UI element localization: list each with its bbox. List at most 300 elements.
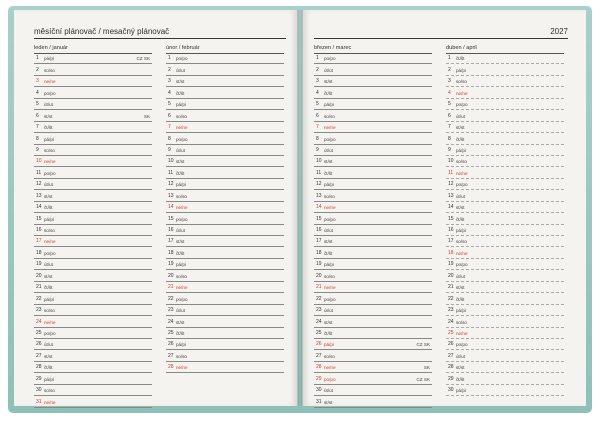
day-row[interactable] xyxy=(34,133,152,144)
weekday-name: ne/ne xyxy=(176,205,188,211)
weekday-name: st/st xyxy=(44,273,53,279)
day-row[interactable] xyxy=(166,225,284,236)
day-row[interactable] xyxy=(34,236,152,247)
day-number: 24 xyxy=(36,318,42,325)
weekday-name: po/po xyxy=(176,136,188,142)
day-number: 23 xyxy=(316,307,322,314)
day-row[interactable] xyxy=(446,236,564,247)
day-row[interactable] xyxy=(314,133,432,144)
weekday-name: so/so xyxy=(44,228,55,233)
day-row[interactable] xyxy=(314,76,432,87)
day-row[interactable] xyxy=(166,202,284,213)
day-row[interactable] xyxy=(446,225,564,236)
weekday-name: pá/pi xyxy=(44,56,54,62)
day-row[interactable] xyxy=(34,87,152,98)
day-number: 22 xyxy=(448,295,454,302)
day-number: 28 xyxy=(448,364,454,371)
weekday-name: čt/št xyxy=(324,170,333,176)
day-number: 4 xyxy=(36,89,39,96)
day-number: 27 xyxy=(168,352,174,359)
day-number: 9 xyxy=(36,146,39,153)
day-number: 20 xyxy=(36,272,42,279)
weekday-name: čt/št xyxy=(44,285,53,291)
day-number: 28 xyxy=(36,364,42,371)
weekday-name: so/so xyxy=(324,273,335,279)
weekday-name: st/st xyxy=(324,159,333,165)
weekday-name: st/st xyxy=(324,239,333,245)
header-rule-right xyxy=(314,38,568,39)
weekday-name: so/so xyxy=(176,113,187,119)
book-gutter xyxy=(297,10,303,406)
day-row[interactable] xyxy=(446,385,564,396)
weekday-name: so/so xyxy=(456,159,467,165)
weekday-name: ne/ne xyxy=(324,125,336,131)
day-number: 14 xyxy=(316,204,322,211)
weekday-name: čt/št xyxy=(324,90,333,96)
day-number: 7 xyxy=(316,124,319,131)
day-row[interactable] xyxy=(314,236,432,247)
day-row[interactable] xyxy=(314,145,432,156)
day-row[interactable] xyxy=(314,293,432,304)
weekday-name: po/po xyxy=(324,216,336,222)
day-row[interactable] xyxy=(166,213,284,224)
weekday-name: pá/pi xyxy=(44,216,54,222)
page-title: měsíční plánovač / mesačný plánovač xyxy=(34,27,170,36)
day-row[interactable] xyxy=(314,64,432,75)
day-number: 10 xyxy=(316,158,322,165)
day-row[interactable] xyxy=(314,99,432,110)
day-number: 18 xyxy=(36,249,42,256)
day-row[interactable] xyxy=(34,99,152,110)
day-row[interactable] xyxy=(446,87,564,98)
weekday-name: út/ut xyxy=(456,193,465,199)
day-row[interactable] xyxy=(446,202,564,213)
day-row[interactable] xyxy=(166,179,284,190)
day-number: 3 xyxy=(316,78,319,85)
weekday-name: st/st xyxy=(324,319,333,325)
day-number: 27 xyxy=(316,352,322,359)
day-number: 25 xyxy=(36,329,42,336)
day-row[interactable] xyxy=(314,339,432,350)
day-number: 22 xyxy=(168,295,174,302)
day-row[interactable] xyxy=(446,53,564,64)
day-number: 6 xyxy=(316,112,319,119)
day-number: 14 xyxy=(36,204,42,211)
weekday-name: út/ut xyxy=(44,182,53,188)
day-number: 2 xyxy=(316,66,319,73)
day-number: 4 xyxy=(448,89,451,96)
day-row[interactable] xyxy=(314,225,432,236)
day-number: 26 xyxy=(36,341,42,348)
weekday-name: út/ut xyxy=(176,67,185,73)
day-number: 8 xyxy=(168,135,171,142)
day-number: 4 xyxy=(316,89,319,96)
weekday-name: st/st xyxy=(324,399,333,405)
day-row[interactable] xyxy=(446,76,564,87)
day-row[interactable] xyxy=(166,270,284,281)
weekday-name: čt/št xyxy=(176,90,185,96)
weekday-name: st/st xyxy=(176,159,185,165)
day-row[interactable] xyxy=(34,190,152,201)
day-row[interactable] xyxy=(166,145,284,156)
day-number: 31 xyxy=(36,398,42,405)
day-row[interactable] xyxy=(446,190,564,201)
weekday-name: út/ut xyxy=(176,228,185,233)
day-row[interactable] xyxy=(446,213,564,224)
day-number: 30 xyxy=(316,387,322,394)
day-row[interactable] xyxy=(166,316,284,327)
day-number: 25 xyxy=(168,329,174,336)
weekday-name: st/st xyxy=(456,125,465,131)
day-number: 16 xyxy=(168,227,174,233)
day-number: 10 xyxy=(36,158,42,165)
weekday-name: čt/št xyxy=(44,365,53,371)
day-row[interactable] xyxy=(314,53,432,64)
day-row[interactable] xyxy=(446,167,564,178)
day-row[interactable] xyxy=(34,293,152,304)
day-row[interactable] xyxy=(446,259,564,270)
day-number: 18 xyxy=(316,249,322,256)
day-number: 4 xyxy=(168,89,171,96)
day-row[interactable] xyxy=(446,350,564,361)
day-number: 11 xyxy=(168,169,174,176)
weekday-name: ne/ne xyxy=(44,159,56,165)
weekday-name: st/st xyxy=(44,193,53,199)
day-row[interactable] xyxy=(446,373,564,384)
day-row[interactable] xyxy=(446,305,564,316)
day-number: 29 xyxy=(36,375,42,382)
weekday-name: pá/pi xyxy=(176,102,186,108)
weekday-name: so/so xyxy=(456,79,467,85)
weekday-name: po/po xyxy=(44,90,56,96)
weekday-name: út/ut xyxy=(324,228,333,233)
weekday-name: ne/ne xyxy=(324,285,336,291)
day-row[interactable] xyxy=(34,316,152,327)
weekday-name: ne/ne xyxy=(44,79,56,85)
day-number: 3 xyxy=(448,78,451,85)
day-row[interactable] xyxy=(446,328,564,339)
day-number: 15 xyxy=(316,215,322,222)
day-number: 9 xyxy=(168,146,171,153)
weekday-name: út/ut xyxy=(324,67,333,73)
weekday-name: po/po xyxy=(176,56,188,62)
day-row[interactable] xyxy=(34,213,152,224)
day-number: 12 xyxy=(448,181,454,188)
weekday-name: st/st xyxy=(44,353,53,359)
day-row[interactable] xyxy=(34,145,152,156)
weekday-name: st/st xyxy=(44,113,53,119)
weekday-name: pá/pi xyxy=(456,147,466,153)
weekday-name: so/so xyxy=(44,308,55,314)
day-number: 12 xyxy=(36,181,42,188)
day-number: 14 xyxy=(168,204,174,211)
day-row[interactable] xyxy=(446,110,564,121)
day-row[interactable] xyxy=(34,339,152,350)
day-row[interactable] xyxy=(34,247,152,258)
day-row[interactable] xyxy=(314,110,432,121)
day-row[interactable] xyxy=(34,110,152,121)
day-row[interactable] xyxy=(314,156,432,167)
day-row[interactable] xyxy=(446,133,564,144)
day-number: 14 xyxy=(448,204,454,211)
day-row[interactable] xyxy=(446,316,564,327)
weekday-name: po/po xyxy=(44,250,56,256)
weekday-name: so/so xyxy=(324,353,335,359)
weekday-name: so/so xyxy=(176,193,187,199)
day-number: 26 xyxy=(316,341,322,348)
day-row[interactable] xyxy=(166,87,284,98)
weekday-name: út/ut xyxy=(324,308,333,314)
weekday-name: čt/št xyxy=(176,250,185,256)
weekday-name: so/so xyxy=(176,353,187,359)
day-row[interactable] xyxy=(166,167,284,178)
weekday-name: pá/pi xyxy=(324,262,334,268)
day-number: 29 xyxy=(448,375,454,382)
day-number: 5 xyxy=(36,101,39,108)
weekday-name: pá/pi xyxy=(324,102,334,108)
weekday-name: út/ut xyxy=(456,353,465,359)
day-row[interactable] xyxy=(446,293,564,304)
day-row[interactable] xyxy=(166,64,284,75)
holiday-note: CZ SK xyxy=(416,342,430,348)
day-row[interactable] xyxy=(446,122,564,133)
day-row[interactable] xyxy=(446,64,564,75)
month-column-march xyxy=(314,44,432,408)
day-number: 29 xyxy=(316,375,322,382)
day-row[interactable] xyxy=(34,76,152,87)
weekday-name: út/ut xyxy=(456,273,465,279)
day-row[interactable] xyxy=(314,305,432,316)
weekday-name: po/po xyxy=(456,102,468,108)
day-number: 13 xyxy=(316,192,322,199)
weekday-name: ne/ne xyxy=(176,365,188,371)
weekday-name: čt/št xyxy=(324,250,333,256)
day-row[interactable] xyxy=(314,282,432,293)
day-row[interactable] xyxy=(34,270,152,281)
day-row[interactable] xyxy=(446,156,564,167)
day-row[interactable] xyxy=(166,247,284,258)
day-row[interactable] xyxy=(34,373,152,384)
weekday-name: so/so xyxy=(44,147,55,153)
weekday-name: pá/pi xyxy=(324,342,334,348)
day-number: 13 xyxy=(448,192,454,199)
weekday-name: st/st xyxy=(176,239,185,245)
day-row[interactable] xyxy=(446,145,564,156)
day-row[interactable] xyxy=(166,339,284,350)
weekday-name: čt/št xyxy=(44,205,53,211)
day-row[interactable] xyxy=(166,133,284,144)
weekday-name: pá/pi xyxy=(176,342,186,348)
weekday-name: ne/ne xyxy=(44,319,56,325)
weekday-name: čt/št xyxy=(456,376,465,382)
day-row[interactable] xyxy=(34,167,152,178)
day-row[interactable] xyxy=(34,64,152,75)
weekday-name: pá/pi xyxy=(176,262,186,268)
day-row[interactable] xyxy=(34,156,152,167)
day-row[interactable] xyxy=(314,270,432,281)
day-row[interactable] xyxy=(34,350,152,361)
day-number: 20 xyxy=(316,272,322,279)
weekday-name: út/ut xyxy=(324,388,333,394)
day-number: 31 xyxy=(316,398,322,405)
day-row[interactable] xyxy=(314,202,432,213)
weekday-name: so/so xyxy=(176,273,187,279)
day-number: 19 xyxy=(316,261,322,268)
day-row[interactable] xyxy=(314,190,432,201)
day-row[interactable] xyxy=(34,385,152,396)
day-number: 22 xyxy=(316,295,322,302)
header-rule-left xyxy=(34,38,286,39)
month-column-february xyxy=(166,44,284,373)
day-number: 3 xyxy=(168,78,171,85)
day-number: 19 xyxy=(448,261,454,268)
day-row[interactable] xyxy=(34,362,152,373)
day-number: 19 xyxy=(168,261,174,268)
weekday-name: út/ut xyxy=(44,342,53,348)
weekday-name: ne/ne xyxy=(456,170,468,176)
day-row[interactable] xyxy=(166,328,284,339)
day-row[interactable] xyxy=(166,293,284,304)
day-number: 21 xyxy=(448,284,454,291)
day-row[interactable] xyxy=(314,87,432,98)
day-row[interactable] xyxy=(34,282,152,293)
day-row[interactable] xyxy=(314,247,432,258)
day-row[interactable] xyxy=(314,362,432,373)
day-number: 16 xyxy=(316,227,322,233)
day-number: 23 xyxy=(448,307,454,314)
month-column-april xyxy=(446,44,564,396)
weekday-name: ne/ne xyxy=(324,205,336,211)
day-row[interactable] xyxy=(314,259,432,270)
day-number: 23 xyxy=(36,307,42,314)
day-row[interactable] xyxy=(446,247,564,258)
holiday-note: SK xyxy=(143,113,150,119)
day-number: 25 xyxy=(316,329,322,336)
day-number: 28 xyxy=(168,364,174,371)
day-row[interactable] xyxy=(166,305,284,316)
day-row[interactable] xyxy=(314,350,432,361)
weekday-name: so/so xyxy=(456,239,467,245)
day-number: 30 xyxy=(448,387,454,394)
weekday-name: po/po xyxy=(44,170,56,176)
day-row[interactable] xyxy=(314,328,432,339)
day-number: 25 xyxy=(448,329,454,336)
day-row[interactable] xyxy=(34,328,152,339)
day-number: 17 xyxy=(168,238,174,245)
day-row[interactable] xyxy=(166,190,284,201)
day-number: 13 xyxy=(168,192,174,199)
day-row[interactable] xyxy=(314,396,432,407)
day-row[interactable] xyxy=(166,156,284,167)
day-number: 2 xyxy=(448,66,451,73)
day-row[interactable] xyxy=(166,362,284,373)
day-number: 2 xyxy=(36,66,39,73)
day-row[interactable] xyxy=(166,122,284,133)
month-label: březen / marec xyxy=(314,45,352,51)
day-row[interactable] xyxy=(314,373,432,384)
day-row[interactable] xyxy=(314,316,432,327)
weekday-name: út/ut xyxy=(44,102,53,108)
day-number: 22 xyxy=(36,295,42,302)
day-number: 11 xyxy=(316,169,322,176)
day-number: 5 xyxy=(448,101,451,108)
weekday-name: ne/ne xyxy=(456,250,468,256)
day-number: 17 xyxy=(316,238,322,245)
day-row[interactable] xyxy=(446,339,564,350)
day-number: 21 xyxy=(316,284,322,291)
weekday-name: pá/pi xyxy=(44,376,54,382)
day-number: 19 xyxy=(36,261,42,268)
weekday-name: ne/ne xyxy=(176,125,188,131)
holiday-note: CZ SK xyxy=(416,376,430,382)
day-number: 8 xyxy=(316,135,319,142)
day-number: 11 xyxy=(448,169,454,176)
day-row[interactable] xyxy=(446,282,564,293)
day-row[interactable] xyxy=(166,99,284,110)
day-number: 9 xyxy=(316,146,319,153)
day-number: 20 xyxy=(448,272,454,279)
day-number: 8 xyxy=(448,135,451,142)
day-number: 6 xyxy=(448,112,451,119)
day-row[interactable] xyxy=(34,259,152,270)
day-number: 12 xyxy=(168,181,174,188)
holiday-note: CZ SK xyxy=(136,56,150,62)
day-row[interactable] xyxy=(314,179,432,190)
day-row[interactable] xyxy=(314,122,432,133)
day-number: 18 xyxy=(168,249,174,256)
weekday-name: ne/ne xyxy=(456,90,468,96)
weekday-name: st/st xyxy=(456,365,465,371)
day-row[interactable] xyxy=(166,110,284,121)
day-number: 24 xyxy=(168,318,174,325)
weekday-name: út/ut xyxy=(176,147,185,153)
day-row[interactable] xyxy=(166,282,284,293)
weekday-name: pá/pi xyxy=(456,388,466,394)
day-row[interactable] xyxy=(446,99,564,110)
day-row[interactable] xyxy=(34,122,152,133)
day-row[interactable] xyxy=(34,225,152,236)
month-label: leden / január xyxy=(34,45,68,51)
day-row[interactable] xyxy=(446,179,564,190)
day-row[interactable] xyxy=(34,396,152,407)
day-row[interactable] xyxy=(166,350,284,361)
day-row[interactable] xyxy=(34,305,152,316)
day-number: 17 xyxy=(448,238,454,245)
month-column-january xyxy=(34,44,152,408)
day-row[interactable] xyxy=(314,167,432,178)
weekday-name: so/so xyxy=(324,193,335,199)
day-row[interactable] xyxy=(166,76,284,87)
weekday-name: po/po xyxy=(456,182,468,188)
day-row[interactable] xyxy=(34,53,152,64)
day-row[interactable] xyxy=(166,53,284,64)
day-row[interactable] xyxy=(166,259,284,270)
day-row[interactable] xyxy=(314,213,432,224)
day-row[interactable] xyxy=(34,202,152,213)
day-row[interactable] xyxy=(34,179,152,190)
day-number: 26 xyxy=(448,341,454,348)
day-row[interactable] xyxy=(446,270,564,281)
day-row[interactable] xyxy=(446,362,564,373)
weekday-name: čt/št xyxy=(456,136,465,142)
day-number: 24 xyxy=(316,318,322,325)
day-row[interactable] xyxy=(314,385,432,396)
weekday-name: pá/pi xyxy=(176,182,186,188)
day-row[interactable] xyxy=(166,236,284,247)
weekday-name: pá/pi xyxy=(324,182,334,188)
day-number: 1 xyxy=(36,55,39,62)
day-number: 23 xyxy=(168,307,174,314)
